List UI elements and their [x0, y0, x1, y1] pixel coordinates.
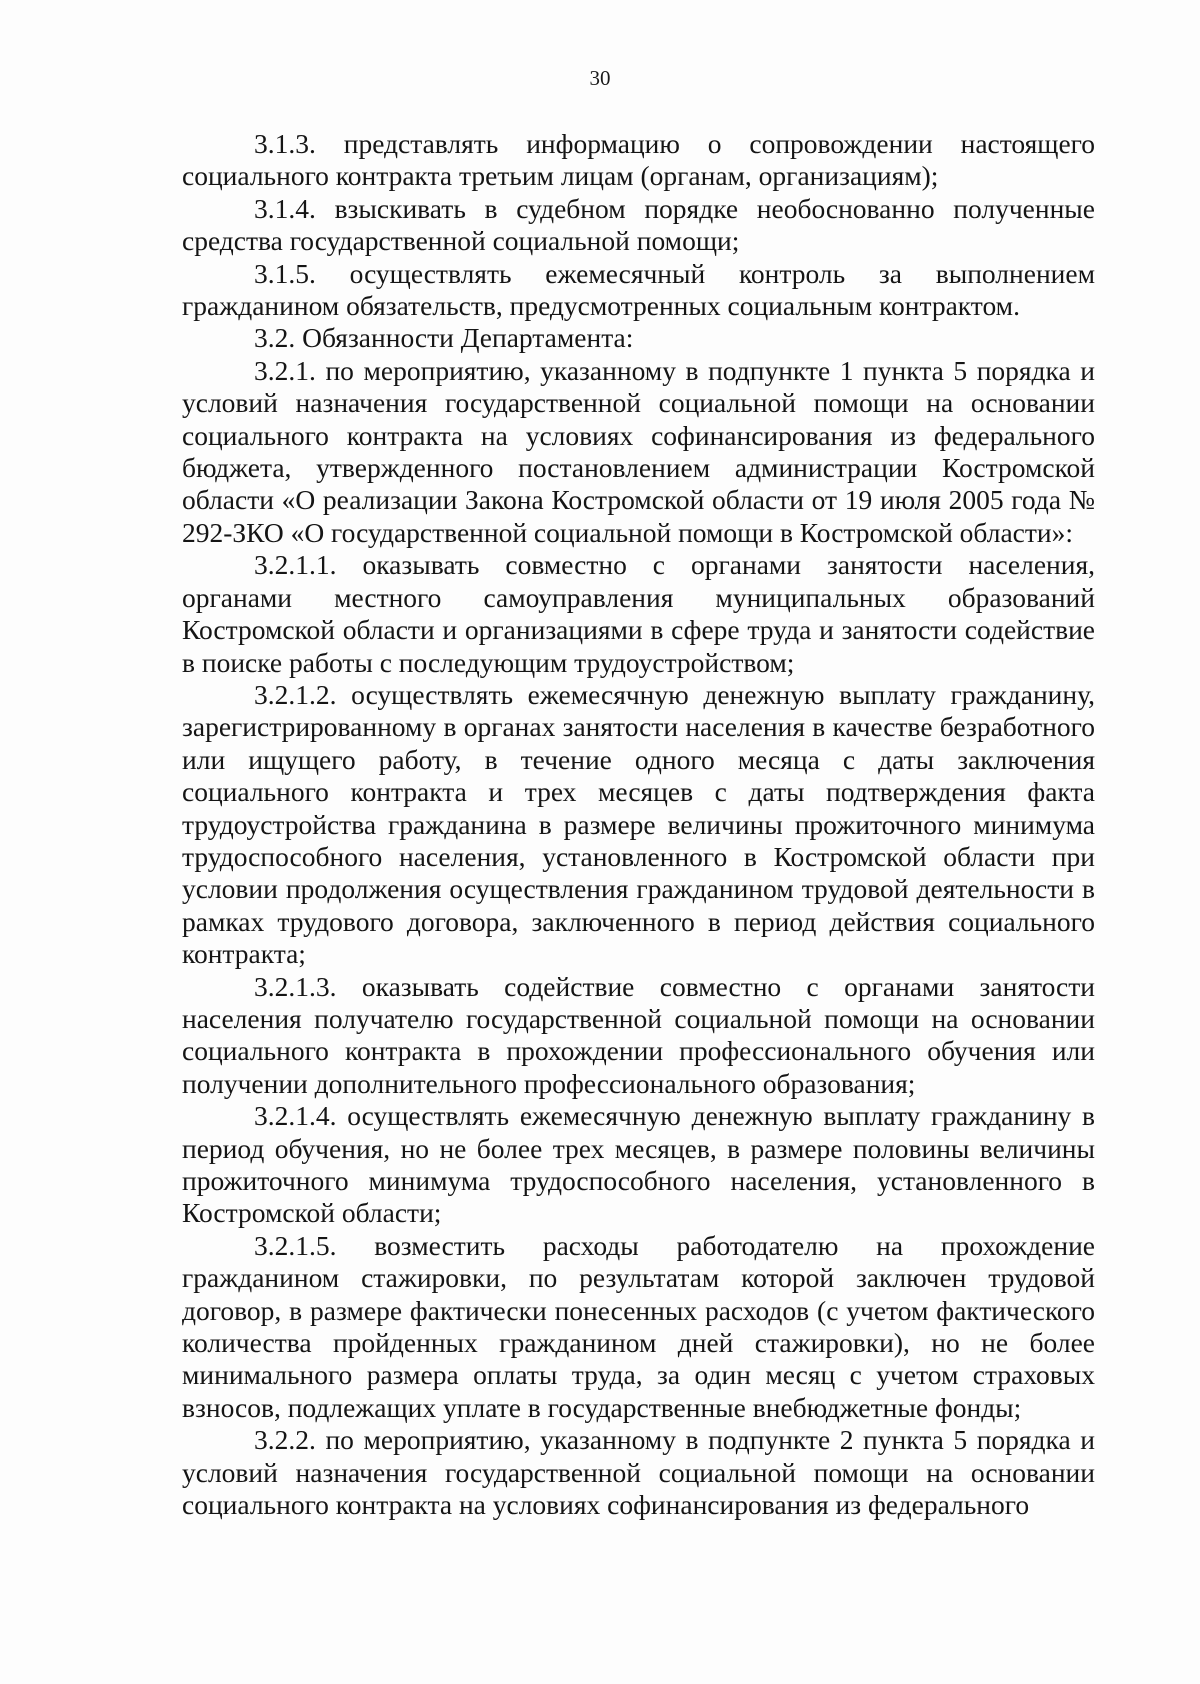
- paragraph-3-2-2: 3.2.2. по мероприятию, указанному в подпункте 2 пункта 5 порядка и условий назначения государственной социальной помощи на основании социального контракта на условиях софинансирования из федерального: [182, 1424, 1095, 1521]
- paragraph-3-1-4: 3.1.4. взыскивать в судебном порядке необоснованно полученные средства государственной социальной помощи;: [182, 192, 1095, 257]
- paragraph-3-2-1-2: 3.2.1.2. осуществлять ежемесячную денежную выплату гражданину, зарегистрированному в органах занятости населения в качестве безработного или ищущего работу, в течение одного месяца с даты заключения социального контракта и трех месяцев с даты подтверждения факта трудоустройства гражданина в размере величины прожиточного минимума трудоспособного населения, установленного в Костромской области при условии продолжения осуществления гражданином трудовой деятельности в рамках трудового договора, заключенного в период действия социального контракта;: [182, 678, 1095, 970]
- paragraph-3-1-5: 3.1.5. осуществлять ежемесячный контроль за выполнением гражданином обязательств, предусмотренных социальным контрактом.: [182, 257, 1095, 322]
- paragraph-3-1-3: 3.1.3. представлять информацию о сопровождении настоящего социального контракта третьим лицам (органам, организациям);: [182, 128, 1095, 192]
- paragraph-3-2: 3.2. Обязанности Департамента:: [254, 322, 634, 354]
- paragraph-3-2-1-3: 3.2.1.3. оказывать содействие совместно с органами занятости населения получателю государственной социальной помощи на основании социального контракта в прохождении профессионального обучения или получении дополнительного профессионального образования;: [182, 970, 1095, 1099]
- paragraph-3-2-1-1: 3.2.1.1. оказывать совместно с органами занятости населения, органами местного самоуправления муниципальных образований Костромской области и организациями в сфере труда и занятости содействие в поиске работы с последующим трудоустройством;: [182, 549, 1095, 678]
- paragraph-3-2-1-4: 3.2.1.4. осуществлять ежемесячную денежную выплату гражданину в период обучения, но не более трех месяцев, в размере половины величины прожиточного минимума трудоспособного населения, установленного в Костромской области;: [182, 1100, 1095, 1229]
- page-number: 30: [589, 66, 611, 90]
- paragraph-3-2-1-5: 3.2.1.5. возместить расходы работодателю на прохождение гражданином стажировки, по результатам которой заключен трудовой договор, в размере фактически понесенных расходов (с учетом фактического количества пройденных гражданином дней стажировки), но не более минимального размера оплаты труда, за один месяц с учетом страховых взносов, подлежащих уплате в государственные внебюджетные фонды;: [182, 1229, 1095, 1423]
- document-body: [182, 128, 1095, 1521]
- paragraph-3-2-1: 3.2.1. по мероприятию, указанному в подпункте 1 пункта 5 порядка и условий назначения государственной социальной помощи на основании социального контракта на условиях софинансирования из федерального бюджета, утвержденного постановлением администрации Костромской области «О реализации Закона Костромской области от 19 июля 2005 года № 292-ЗКО «О государственной социальной помощи в Костромской области»:: [182, 354, 1095, 548]
